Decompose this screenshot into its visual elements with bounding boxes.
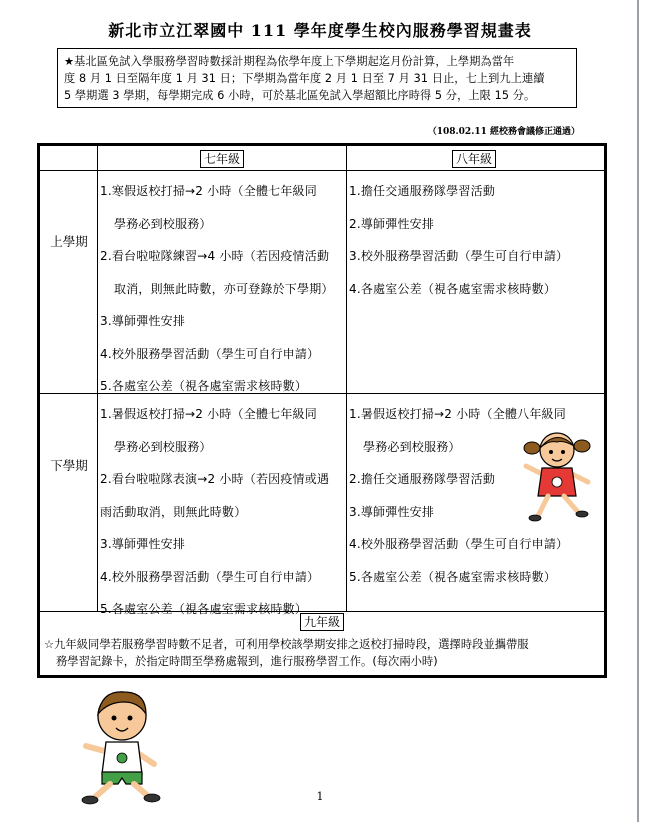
grade9-note-line-2: 務學習記錄卡，於指定時間至學務處報到，進行服務學習工作。(每次兩小時) [56,655,438,668]
term2-grade7-list [100,398,346,626]
grade9-note-line-1: ☆九年級同學若服務學習時數不足者，可利用學校該學期安排之返校打掃時段，選擇時段並攜帶服 [44,638,529,651]
list-item: 2.看台啦啦隊表演→2 小時（若因疫情或遇 雨活動取消，則無此時數） [100,472,330,519]
list-item: 2.擔任交通服務隊學習活動 [349,472,496,486]
list-item: 4.校外服務學習活動（學生可自行申請） [100,346,320,361]
term2-label: 下學期 [50,458,88,473]
list-item: 3.導師彈性安排 [100,314,186,328]
list-item: 3.導師彈性安排 [100,537,186,551]
notice-line-3: 5 學期選 3 學期，每學期完成 6 小時，可於基北區免試入學超額比序時得 5 分，上限 15 分。 [64,89,536,102]
grade8-header: 八年級 [452,150,496,168]
running-boy-illustration [72,686,164,806]
list-item: 1.寒假返校打掃→2 小時（全體七年級同 學務必到校服務） [100,184,317,231]
list-item: 2.導師彈性安排 [349,216,435,231]
document-title: 新北市立江翠國中 111 學年度學生校內服務學習規畫表 [108,21,532,40]
grade9-section [40,611,604,631]
service-plan-table [37,143,607,678]
term1-grade8-list [349,175,604,305]
notice-line-2: 度 8 月 1 日至隔年度 1 月 31 日；下學期為當年度 2 月 1 日至 7 月 31 日止，七上到九上連續 [64,72,545,85]
list-item: 3.校外服務學習活動（學生可自行申請） [349,249,569,263]
page-edge [637,0,639,822]
list-item: 1.暑假返校打掃→2 小時（全體七年級同 學務必到校服務） [100,407,317,454]
notice-line-1: ★基北區免試入學服務學習時數採計期程為依學年度上下學期起迄月份計算，上學期為當年 [64,55,515,68]
grid-vertical-2 [346,146,347,611]
grade9-note [44,636,602,670]
grid-vertical-1 [97,146,98,611]
grid-horizontal-header [40,170,604,171]
term1-label: 上學期 [50,234,88,249]
list-item: 3.導師彈性安排 [349,504,435,519]
list-item: 1.擔任交通服務隊學習活動 [349,184,496,198]
list-item: 5.各處室公差（視各處室需求核時數） [100,379,308,393]
list-item: 5.各處室公差（視各處室需求核時數） [349,569,557,584]
grade7-header: 七年級 [200,150,244,168]
list-item: 5.各處室公差（視各處室需求核時數） [100,602,308,616]
page-number: 1 [316,790,324,803]
running-girl-illustration [518,430,600,522]
list-item: 4.校外服務學習活動（學生可自行申請） [349,537,569,551]
term1-grade7-list [100,175,346,403]
list-item: 2.看台啦啦隊練習→4 小時（若因疫情活動 取消，則無此時數，亦可登錄於下學期） [100,249,334,296]
list-item: 4.校外服務學習活動（學生可自行申請） [100,569,320,584]
revision-note: （108.02.11 經校務會議修正通過） [427,127,580,137]
notice-box [57,48,577,108]
grade9-header: 九年級 [300,613,344,631]
list-item: 4.各處室公差（視各處室需求核時數） [349,281,557,296]
list-item: 1.暑假返校打掃→2 小時（全體八年級同 學務必到校服務） [349,407,566,454]
